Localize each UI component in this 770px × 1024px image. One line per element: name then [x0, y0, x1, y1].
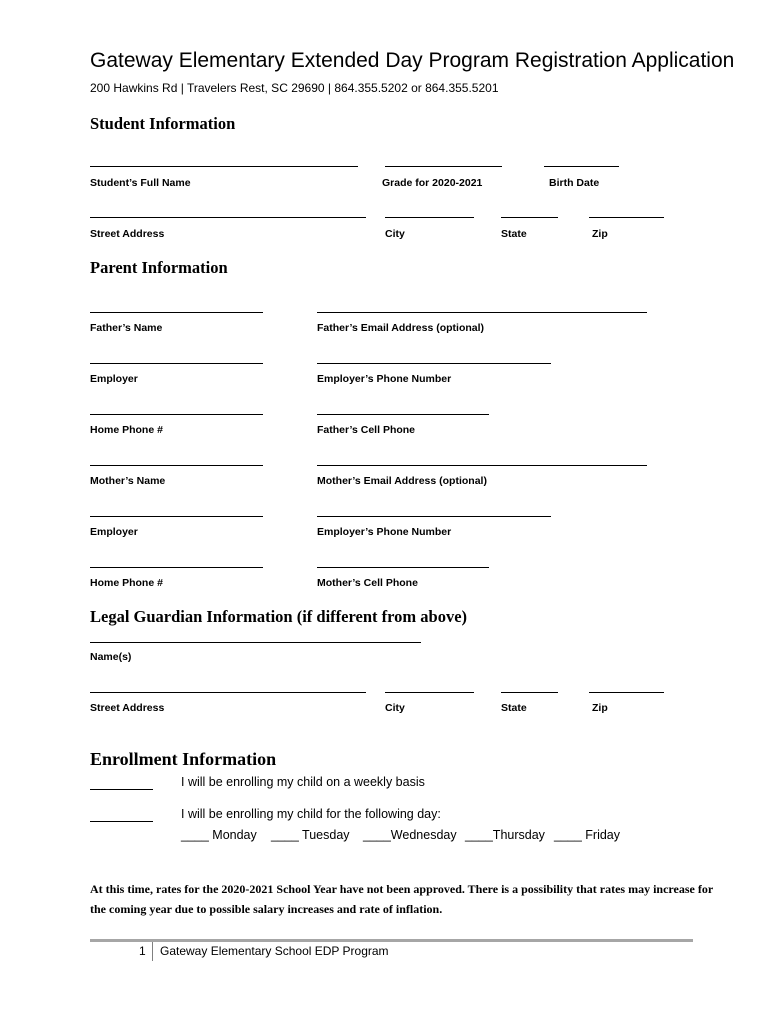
student-zip-field[interactable] [589, 217, 664, 218]
mother-employer-phone-field[interactable] [317, 516, 551, 517]
father-cell-field[interactable] [317, 414, 489, 415]
footer-text: Gateway Elementary School EDP Program [160, 944, 389, 958]
daily-enrollment-checkfield[interactable] [90, 821, 153, 822]
student-birth-date-field[interactable] [544, 166, 619, 167]
guardian-city-field[interactable] [385, 692, 474, 693]
student-city-field[interactable] [385, 217, 474, 218]
father-name-field[interactable] [90, 312, 263, 313]
rates-notice: At this time, rates for the 2020-2021 School Year have not been approved. There is a possibility that rates may increase for the coming year due to possible salary increases and rate of inflation. [90, 882, 713, 916]
mother-employer-phone-label: Employer’s Phone Number [317, 526, 452, 538]
weekly-enrollment-text: I will be enrolling my child on a weekly basis [181, 775, 425, 789]
father-email-label: Father’s Email Address (optional) [317, 322, 485, 334]
guardian-section-heading: Legal Guardian Information (if different from above) [90, 607, 468, 626]
guardian-names-field[interactable] [90, 642, 421, 643]
weekly-enrollment-checkfield[interactable] [90, 789, 153, 790]
day-option-friday[interactable]: ____ Friday [554, 828, 621, 842]
footer-rule [90, 939, 693, 942]
daily-enrollment-text: I will be enrolling my child for the following day: [181, 807, 441, 821]
page-title: Gateway Elementary Extended Day Program Registration Application [90, 49, 735, 72]
father-home-phone-field[interactable] [90, 414, 263, 415]
student-section-heading: Student Information [90, 114, 236, 133]
day-option-wednesday[interactable]: ____Wednesday [363, 828, 457, 842]
mother-cell-label: Mother’s Cell Phone [317, 577, 418, 589]
student-city-label: City [385, 228, 405, 240]
guardian-state-field[interactable] [501, 692, 558, 693]
footer-page-number: 1 [139, 944, 146, 958]
mother-name-field[interactable] [90, 465, 263, 466]
student-street-field[interactable] [90, 217, 366, 218]
student-state-label: State [501, 228, 527, 240]
father-name-label: Father’s Name [90, 322, 163, 334]
student-birth-date-label: Birth Date [549, 177, 600, 189]
school-address: 200 Hawkins Rd | Travelers Rest, SC 29690 | 864.355.5202 or 864.355.5201 [90, 81, 499, 95]
guardian-state-label: State [501, 702, 527, 714]
student-full-name-label: Student’s Full Name [90, 177, 191, 189]
mother-email-label: Mother’s Email Address (optional) [317, 475, 487, 487]
student-grade-field[interactable] [385, 166, 502, 167]
guardian-street-field[interactable] [90, 692, 366, 693]
mother-home-phone-label: Home Phone # [90, 577, 163, 589]
father-employer-field[interactable] [90, 363, 263, 364]
day-option-monday[interactable]: ____ Monday [181, 828, 257, 842]
day-option-tuesday[interactable]: ____ Tuesday [271, 828, 350, 842]
footer-separator [152, 942, 153, 961]
father-employer-label: Employer [90, 373, 138, 385]
mother-cell-field[interactable] [317, 567, 489, 568]
mother-name-label: Mother’s Name [90, 475, 166, 487]
guardian-names-label: Name(s) [90, 651, 132, 663]
mother-home-phone-field[interactable] [90, 567, 263, 568]
parent-section-heading: Parent Information [90, 258, 228, 277]
father-home-phone-label: Home Phone # [90, 424, 163, 436]
guardian-city-label: City [385, 702, 405, 714]
guardian-zip-field[interactable] [589, 692, 664, 693]
mother-employer-field[interactable] [90, 516, 263, 517]
student-state-field[interactable] [501, 217, 558, 218]
father-employer-phone-label: Employer’s Phone Number [317, 373, 452, 385]
day-option-thursday[interactable]: ____Thursday [465, 828, 545, 842]
student-zip-label: Zip [592, 228, 608, 240]
guardian-zip-label: Zip [592, 702, 608, 714]
enrollment-section-heading: Enrollment Information [90, 749, 277, 769]
student-grade-label: Grade for 2020-2021 [382, 177, 483, 189]
mother-employer-label: Employer [90, 526, 138, 538]
father-cell-label: Father’s Cell Phone [317, 424, 416, 436]
student-street-label: Street Address [90, 228, 165, 240]
father-employer-phone-field[interactable] [317, 363, 551, 364]
father-email-field[interactable] [317, 312, 647, 313]
mother-email-field[interactable] [317, 465, 647, 466]
student-full-name-field[interactable] [90, 166, 358, 167]
guardian-street-label: Street Address [90, 702, 165, 714]
